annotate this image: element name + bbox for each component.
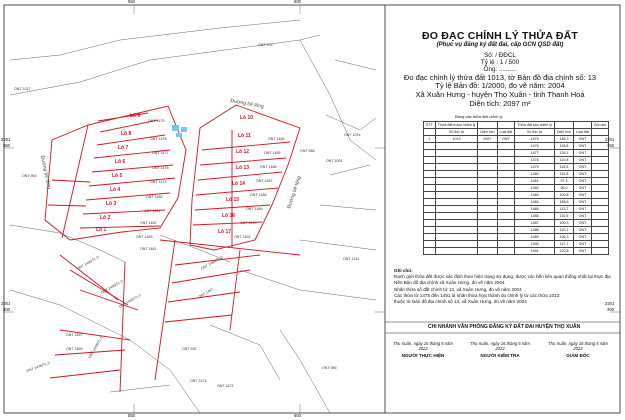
- table-cell: [424, 206, 436, 213]
- table-cell: 1483: [515, 192, 555, 199]
- table-cell: 1013: [435, 136, 478, 143]
- table-cell: 110,5: [554, 213, 573, 220]
- table-cell: [424, 241, 436, 248]
- table-header-cell: [574, 122, 592, 129]
- table-cell: 1487: [515, 220, 555, 227]
- table-cell: [478, 220, 497, 227]
- plot-label: Lô 9: [130, 113, 141, 119]
- plot-label: Lô 13: [236, 165, 250, 171]
- table-cell: 148,6: [554, 199, 573, 206]
- table-row: [424, 143, 609, 150]
- table-subheader-cell: [591, 129, 608, 136]
- plot-label: Lô 6: [115, 159, 126, 165]
- table-cell: 110,8: [554, 157, 573, 164]
- table-cell: 110,1: [554, 227, 573, 234]
- table-row: [424, 227, 609, 234]
- table-row: [424, 248, 609, 255]
- plot-label: Lô 10: [240, 115, 254, 121]
- table-subheader-cell: Số thứ tự: [515, 129, 555, 136]
- table-header-cell: STT: [424, 122, 436, 129]
- table-cell: [478, 178, 497, 185]
- table-cell: [591, 150, 608, 157]
- table-cell: [478, 150, 497, 157]
- outer-parcel-code: ONT 1474: [217, 384, 234, 388]
- table-cell: 196,3: [554, 234, 573, 241]
- map-title: ĐO ĐẠC CHỈNH LÝ THỬA ĐẤT: [421, 30, 579, 42]
- table-cell: [435, 143, 478, 150]
- table-cell: [497, 241, 515, 248]
- table-cell: [497, 157, 515, 164]
- lower-parcel-label: ONT 1497: [197, 287, 215, 299]
- table-cell: ONT: [574, 157, 592, 164]
- signature-performer: Thọ Xuân, ngày 16 tháng 5 năm 2022 NGƯỜI THỰC HIỆN: [393, 341, 453, 358]
- table-cell: [478, 143, 497, 150]
- table-cell: [591, 241, 608, 248]
- area-line: Diện tích: 2097 m²: [469, 98, 531, 108]
- table-cell: 100,8: [554, 192, 573, 199]
- table-cell: ONT: [574, 234, 592, 241]
- table-cell: [497, 227, 515, 234]
- table-cell: [591, 178, 608, 185]
- office-name: CHI NHÁNH VĂN PHÒNG ĐĂNG KÝ ĐẤT ĐAI HUYỆN THỌ XUÂN: [428, 324, 581, 330]
- grid-label: 300: [607, 307, 614, 312]
- table-cell: [591, 164, 608, 171]
- table-cell: [424, 213, 436, 220]
- table-cell: [424, 220, 436, 227]
- parcel-code: ONT 1485: [264, 151, 281, 155]
- table-cell: 1490: [515, 241, 555, 248]
- parcel-code: ONT 1490: [240, 221, 257, 225]
- lower-parcel-label: ONT 1474: [190, 379, 207, 383]
- table-cell: [497, 164, 515, 171]
- table-cell: [591, 234, 608, 241]
- table-cell: [591, 248, 608, 255]
- road-label-top: Đường bê tông: [229, 98, 265, 110]
- table-row: [424, 234, 609, 241]
- table-cell: [435, 234, 478, 241]
- grid-label: 2201: [1, 137, 11, 142]
- table-cell: [478, 227, 497, 234]
- grid-label: 550: [128, 413, 135, 418]
- table-cell: [591, 192, 608, 199]
- table-row: [424, 199, 609, 206]
- plot-label: Lô 7: [118, 145, 129, 151]
- signature-director: Thọ Xuân, ngày 16 tháng 5 năm 2022 GIÁM ĐỐC: [548, 341, 608, 358]
- table-cell: ONT: [574, 241, 592, 248]
- table-row: [424, 178, 609, 185]
- table-cell: [424, 171, 436, 178]
- table-cell: [478, 248, 497, 255]
- outer-parcel-code: ONT 1017: [14, 87, 31, 91]
- lower-parcel-label: ONT 1469: [66, 347, 83, 351]
- table-header-cell: [554, 122, 573, 129]
- table-cell: 146,3: [554, 136, 573, 143]
- table-subheader-cell: Diện tích: [478, 129, 497, 136]
- table-row: [424, 164, 609, 171]
- table-cell: [478, 157, 497, 164]
- parcel-table: [423, 121, 609, 255]
- table-cell: 118,8: [554, 143, 573, 150]
- table-cell: [435, 248, 478, 255]
- survey-line-2: Tỷ lệ Bản đồ: 1/2000, đo vẽ năm: 2004: [435, 81, 565, 91]
- table-cell: 96,0: [554, 185, 573, 192]
- table-cell: [497, 178, 515, 185]
- table-row: [424, 220, 609, 227]
- table-header-cell: Ghi chú: [591, 122, 608, 129]
- table-cell: [497, 199, 515, 206]
- table-cell: 117,7: [554, 241, 573, 248]
- table-cell: 1478: [515, 157, 555, 164]
- table-caption: Bảng các thửa đất chỉnh lý: [455, 114, 503, 119]
- owner-line: Ông: ..........: [483, 66, 517, 74]
- table-cell: [424, 178, 436, 185]
- plot-label: Lô 1: [96, 227, 107, 233]
- plot-label: Lô 17: [218, 229, 232, 235]
- parcel-code: ONT 1480: [146, 195, 163, 199]
- signature-checker: Thọ Xuân, ngày 16 tháng 5 năm 2022 NGƯỜI KIỂM TRA: [470, 341, 530, 358]
- table-row: [424, 213, 609, 220]
- table-row: [424, 185, 609, 192]
- table-cell: 2097: [478, 136, 497, 143]
- table-cell: 97,3: [554, 178, 573, 185]
- table-cell: ONT: [574, 199, 592, 206]
- notes-heading: Ghi chú:: [394, 268, 413, 273]
- table-cell: [591, 136, 608, 143]
- table-cell: 1481: [515, 178, 555, 185]
- table-cell: [591, 227, 608, 234]
- table-cell: [478, 206, 497, 213]
- table-cell: [435, 241, 478, 248]
- table-cell: [478, 234, 497, 241]
- parcel-code: ONT 1486: [260, 165, 277, 169]
- table-cell: [435, 157, 478, 164]
- table-cell: [478, 199, 497, 206]
- table-cell: [435, 164, 478, 171]
- table-cell: [497, 213, 515, 220]
- note-line: Ranh giới thửa đất được xác định theo hiện trạng sử dụng, được các bên liên quan thống nhất tại thực địa: [394, 274, 611, 280]
- parcel-code: ONT 1482: [140, 221, 157, 225]
- survey-line-1: Đo đạc chỉnh lý thửa đất 1013, tờ Bản đồ địa chính số: 13: [403, 72, 597, 82]
- lower-parcel-label: ONT 1486/TL.0: [200, 255, 224, 272]
- plot-label: Lô 5: [112, 173, 123, 179]
- table-cell: 119,8: [554, 171, 573, 178]
- title-block: [385, 30, 615, 108]
- table-cell: [478, 164, 497, 171]
- table-cell: [424, 150, 436, 157]
- table-cell: [435, 227, 478, 234]
- table-cell: 1482: [515, 185, 555, 192]
- grid-label: 550: [128, 0, 135, 4]
- plot-label: Lô 8: [121, 131, 132, 137]
- table-header-cell: Thửa đất sau chỉnh lý: [515, 122, 555, 129]
- table-cell: [478, 213, 497, 220]
- table-cell: [424, 192, 436, 199]
- table-header-cell: [497, 122, 515, 129]
- table-cell: 113,7: [554, 206, 573, 213]
- survey-line-3: Xã Xuân Hưng - huyện Thọ Xuân - tỉnh Thanh Hoá: [415, 89, 585, 99]
- outer-parcel-code: ONT 1461: [140, 247, 157, 251]
- table-cell: [591, 143, 608, 150]
- table-header-cell: Thửa đất trước chỉnh lý: [435, 122, 478, 129]
- table-cell: 1479: [515, 164, 555, 171]
- road-label-left: Đường bê tông: [38, 155, 52, 190]
- table-cell: ONT: [497, 136, 515, 143]
- table-cell: 1488: [515, 227, 555, 234]
- parcel-code: ONT 1488: [250, 193, 267, 197]
- document-number: Số: / ĐĐCL: [484, 51, 516, 59]
- plot-label: Lô 4: [110, 187, 121, 193]
- lower-parcel-label: ONT 1499/TL.0: [100, 279, 124, 296]
- table-cell: [497, 248, 515, 255]
- building-patch: [172, 125, 179, 131]
- plot-label: Lô 3: [106, 201, 117, 207]
- outer-parcel-code: ONT 985: [322, 366, 337, 370]
- parcel-code: ONT 1481: [144, 209, 161, 213]
- table-cell: [424, 164, 436, 171]
- table-subheader-cell: Loại đất: [574, 129, 592, 136]
- table-row: [424, 192, 609, 199]
- table-cell: [497, 220, 515, 227]
- table-cell: ONT: [574, 164, 592, 171]
- table-row: [424, 241, 609, 248]
- table-subheader-cell: Diện tích: [554, 129, 573, 136]
- table-cell: ONT: [574, 178, 592, 185]
- table-cell: 120,8: [554, 248, 573, 255]
- grid-label: 2201: [1, 301, 11, 306]
- grid-label: 2201: [605, 301, 615, 306]
- note-line: Nền Bản đồ địa chính xã Xuân Hưng, đo vẽ năm 2004: [394, 280, 505, 286]
- table-cell: 1484: [515, 199, 555, 206]
- table-cell: [478, 185, 497, 192]
- table-cell: [424, 234, 436, 241]
- table-cell: [435, 199, 478, 206]
- table-cell: ONT: [574, 185, 592, 192]
- table-subheader-cell: Loại đất: [497, 129, 515, 136]
- lower-parcel-label: ONT 1498/TL.0: [87, 335, 104, 360]
- plot-label: Lô 16: [222, 213, 236, 219]
- table-cell: [591, 213, 608, 220]
- parcel-code: ONT 1491: [234, 235, 251, 239]
- building-patch: [181, 127, 187, 132]
- table-cell: [478, 241, 497, 248]
- table-cell: [435, 185, 478, 192]
- table-cell: ONT: [574, 136, 592, 143]
- table-subheader-row: [424, 129, 609, 136]
- table-cell: [435, 206, 478, 213]
- table-cell: ONT: [574, 143, 592, 150]
- table-cell: 1476: [515, 143, 555, 150]
- table-cell: [591, 157, 608, 164]
- table-cell: ONT: [574, 213, 592, 220]
- table-cell: [497, 192, 515, 199]
- table-cell: [497, 171, 515, 178]
- table-cell: [424, 185, 436, 192]
- grid-label: 300: [3, 307, 10, 312]
- table-cell: [497, 143, 515, 150]
- table-cell: [591, 206, 608, 213]
- note-line: Các thửa từ 1475 đến 1491 là nhãn thửa hợp thành do chỉnh lý từ các thửa 1013: [394, 292, 560, 298]
- table-cell: ONT: [574, 206, 592, 213]
- table-cell: [497, 206, 515, 213]
- table-cell: [497, 234, 515, 241]
- table-cell: ONT: [574, 192, 592, 199]
- table-row: [424, 171, 609, 178]
- parcel-code: ONT 1489: [246, 207, 263, 211]
- note-line: thuộc tờ Bản đồ địa chính số 13, xã Xuân Hưng, đo vẽ năm 2004: [394, 298, 527, 304]
- lower-parcel-label: ONT 1493/TL.0: [118, 293, 142, 310]
- table-cell: [424, 157, 436, 164]
- table-cell: ONT: [574, 220, 592, 227]
- table-cell: [435, 171, 478, 178]
- table-cell: [424, 248, 436, 255]
- table-cell: ONT: [574, 150, 592, 157]
- parcel-code: ONT 1483: [136, 235, 153, 239]
- table-row: [424, 206, 609, 213]
- table-cell: ONT: [574, 171, 592, 178]
- table-row: [424, 157, 609, 164]
- table-cell: [478, 171, 497, 178]
- table-row: [424, 150, 609, 157]
- outer-parcel-code: ONT 1014: [344, 133, 361, 137]
- table-cell: 1485: [515, 206, 555, 213]
- parcel-code: ONT 1487: [256, 179, 273, 183]
- outer-parcel-code: ONT 963: [22, 174, 37, 178]
- table-cell: [435, 192, 478, 199]
- table-cell: 1486: [515, 213, 555, 220]
- table-header-row: [424, 122, 609, 129]
- table-cell: [497, 185, 515, 192]
- parcel-code: ONT 1477: [152, 151, 169, 155]
- table-cell: [591, 199, 608, 206]
- outer-parcel-code: ONT 932: [182, 347, 197, 351]
- notes-block: [394, 268, 619, 305]
- parcel-code: ONT 1479: [150, 180, 167, 184]
- table-cell: 100,3: [554, 220, 573, 227]
- plot-label: Lô 15: [226, 197, 240, 203]
- parcel-code: ONT 1476: [150, 137, 167, 141]
- outer-parcel-code: ONT 1001: [326, 159, 343, 163]
- grid-label: 350: [607, 143, 614, 148]
- table-cell: 1477: [515, 150, 555, 157]
- plot-label: Lô 12: [236, 149, 250, 155]
- table-cell: [424, 227, 436, 234]
- table-cell: [424, 199, 436, 206]
- map-subtitle: (Phục vụ đăng ký đất đai, cấp GCN QSD đất): [436, 42, 564, 49]
- lower-parcel-label: ONT 1495/TL.0: [76, 255, 100, 272]
- parcel-code: ONT 1484: [268, 137, 285, 141]
- table-cell: ONT: [574, 227, 592, 234]
- table-cell: 139,1: [554, 150, 573, 157]
- grid-label: 2201: [605, 137, 615, 142]
- table-cell: [435, 220, 478, 227]
- table-cell: [424, 143, 436, 150]
- note-line: Nhãn thửa số đất chính tờ 13, xã Xuân Hưng, đo vẽ năm 2004: [394, 286, 522, 292]
- grid-label: 600: [294, 413, 301, 418]
- scale-label: Tỷ lệ : 1 / 500: [480, 59, 520, 67]
- outer-parcel-code: ONT 976: [258, 43, 273, 47]
- table-header-cell: [478, 122, 497, 129]
- table-subheader-cell: [424, 129, 436, 136]
- table-cell: [435, 213, 478, 220]
- lower-parcel-label: ONT 1476/TL.0: [25, 360, 51, 374]
- table-cell: [478, 192, 497, 199]
- plot-label: Lô 11: [238, 133, 251, 139]
- lower-parcel-label: ONT 1457: [66, 333, 83, 337]
- table-row: [424, 136, 609, 143]
- table-cell: [591, 185, 608, 192]
- outer-parcel-code: ONT 968: [300, 149, 315, 153]
- table-cell: ONT: [574, 248, 592, 255]
- table-cell: [435, 178, 478, 185]
- table-cell: 116,8: [554, 164, 573, 171]
- table-cell: 1475: [515, 136, 555, 143]
- outer-parcel-code: ONT 1311: [343, 257, 360, 261]
- parcel-code: ONT 1478: [152, 166, 169, 170]
- table-cell: [497, 150, 515, 157]
- table-cell: 1491: [515, 248, 555, 255]
- table-cell: 1480: [515, 171, 555, 178]
- table-cell: [435, 150, 478, 157]
- parcel-code: ONT 1475: [148, 119, 165, 123]
- grid-label: 350: [3, 143, 10, 148]
- building-patch: [176, 133, 182, 137]
- table-subheader-cell: Số thứ tự: [435, 129, 478, 136]
- road-label-right: Đường bê tông: [286, 175, 303, 210]
- table-cell: [591, 171, 608, 178]
- plot-label: Lô 14: [232, 181, 246, 187]
- table-cell: 1: [424, 136, 436, 143]
- plot-label: Lô 2: [100, 215, 111, 221]
- table-cell: [591, 220, 608, 227]
- table-cell: 1489: [515, 234, 555, 241]
- grid-label: 600: [294, 0, 301, 4]
